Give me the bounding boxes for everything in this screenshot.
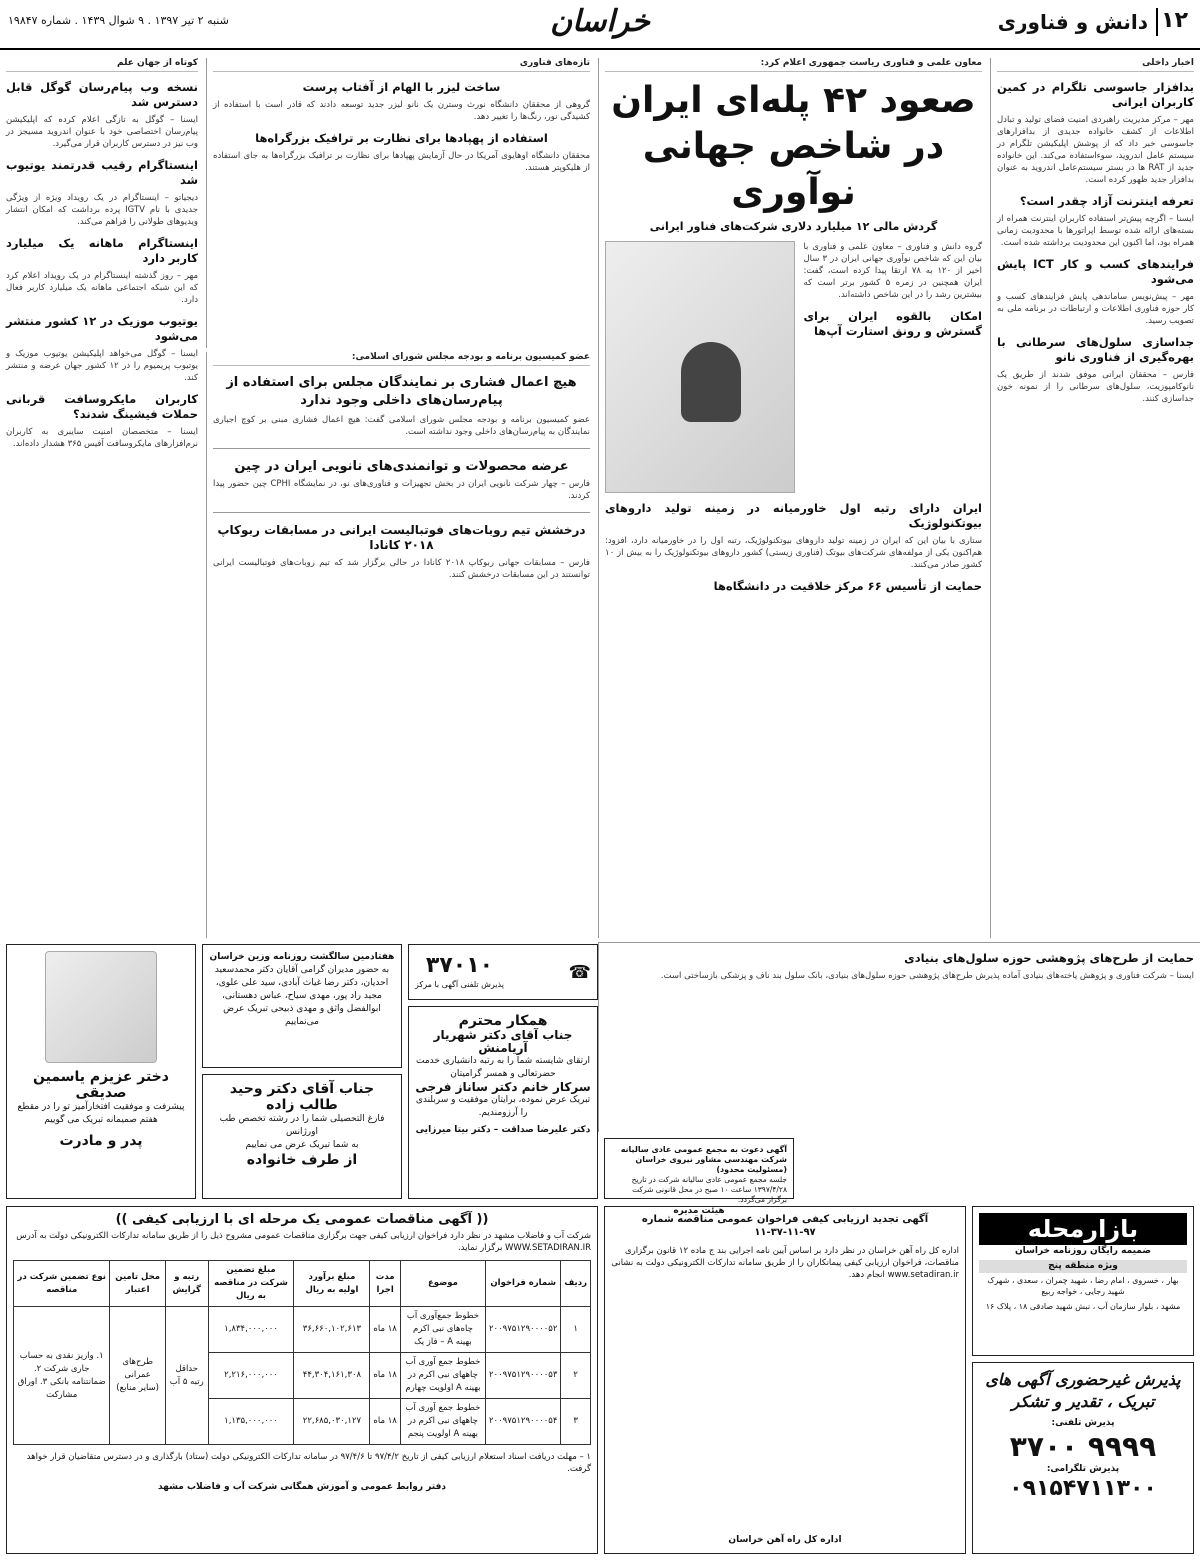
- ad-congrats-doctor: [202, 1074, 402, 1199]
- ad-body: سرکار خانم دکتر ساناز فرجی: [415, 1080, 591, 1094]
- article-headline: عرضه محصولات و توانمندی‌های نانویی ایران در چین: [234, 459, 569, 474]
- column-world-science: [0, 58, 204, 938]
- column-header: شماره فراخوان: [485, 1261, 560, 1307]
- article-kicker: عضو کمیسیون برنامه و بودجه مجلس شورای اسلامی:: [213, 352, 590, 366]
- table-cell: ۲۲,۶۸۵,۰۳۰,۱۲۷: [294, 1399, 370, 1445]
- telephone-icon: ☎: [568, 961, 591, 983]
- table-cell: ۱۸ ماه: [370, 1399, 401, 1445]
- page-number: ۱۲: [1161, 8, 1188, 33]
- tender-table: [13, 1260, 591, 1445]
- article-headline: هیچ اعمال فشاری بر نمایندگان مجلس برای استفاده از پیام‌رسان‌های داخلی وجود ندارد: [226, 375, 577, 408]
- ad-signature: پدر و مادرت: [59, 1133, 143, 1149]
- tender-railway: [604, 1206, 966, 1554]
- news-title: کاربران مایکروسافت قربانی حملات فیشینگ شدند؟: [6, 392, 198, 421]
- article-body: عضو کمیسیون برنامه و بودجه مجلس شورای اسلامی گفت: هیچ اعمال فشاری مبنی بر کوچ اجباری نمایندگان به پیام‌رسان‌های داخلی وجود نداشته است.: [213, 415, 590, 437]
- table-cell: ۱. واریز نقدی به حساب جاری شرکت ۲. ضمانتنامه بانکی ۳. اوراق مشارکت: [14, 1307, 110, 1445]
- news-body: ایسنا – گوگل به تازگی اعلام کرده که اپلیکیشن پیام‌رسان اختصاصی خود با عنوان اندروید مسیجز در وب نیز در دسترس کاربران قرار می‌گیرد.: [6, 115, 198, 149]
- column-header: مدت اجرا: [370, 1261, 401, 1307]
- ad-signature: از طرف خانواده: [246, 1152, 358, 1168]
- news-title: حمایت از طرح‌های پژوهشی حوزه سلول‌های بنیادی: [904, 951, 1194, 965]
- news-title: اینستاگرام ماهانه یک میلیارد کاربر دارد: [6, 236, 198, 265]
- column-kicker: اخبار داخلی: [997, 58, 1194, 72]
- article-kicker: معاون علمی و فناوری ریاست جمهوری اعلام کرد:: [605, 58, 982, 72]
- article-subhead: امکان بالقوه ایران برای گسترش و رونق استارت آپ‌ها: [803, 309, 982, 338]
- tender-title: آگهی تجدید ارزیابی کیفی فراخوان عمومی مناقصه شماره ۹۷-۱۱-۳۷-۱۱: [641, 1214, 929, 1238]
- table-cell: حداقل رتبه ۵ آب: [165, 1307, 208, 1445]
- ad-title: هفتادمین سالگشت روزنامه وزین خراسان: [209, 952, 395, 962]
- ad-caption: پذیرش تلفنی آگهی با مرکز: [415, 980, 504, 989]
- middle-articles: [206, 352, 596, 938]
- ad-body: جلسه مجمع عمومی عادی سالیانه شرکت در تاریخ ۱۳۹۷/۴/۲۸ ساعت ۱۰ صبح در محل قانونی شرکت برگزار می‌گردد.: [631, 1175, 787, 1204]
- news-title: ساخت لیزر با الهام از آفتاب پرست: [302, 80, 501, 94]
- news-title: استفاده از پهپادها برای نظارت بر ترافیک بزرگراه‌ها: [255, 131, 548, 145]
- table-cell: ۳۶,۶۶۰,۱۰۲,۶۱۳: [294, 1307, 370, 1353]
- article-headline: درخشش تیم روبات‌های فوتبالیست ایرانی در مسابقات ربوکاپ ۲۰۱۸ کانادا: [217, 523, 586, 552]
- news-body: ایسنا – اگرچه پیش‌تر استفاده کاربران اینترنت همراه از بسته‌های ارائه شده توسط اپراتورها با محدودیت زمانی همراه بود، اما اکنون این محدودیت برداشته شده است.: [997, 214, 1194, 248]
- ad-body: فارغ التحصیلی شما را در رشته تخصص طب اورژانس: [219, 1114, 385, 1137]
- issue-date: شنبه ۲ تیر ۱۳۹۷ . ۹ شوال ۱۴۳۹ . شماره ۱۹۸۴۷: [8, 14, 229, 27]
- article-body: گروه دانش و فناوری – معاون علمی و فناوری با بیان این که شاخص نوآوری جهانی ایران در ۳ سال اخیر از ۱۲۰ به ۷۸ ارتقا پیدا کرده است، گفت: ایران همچنین در زمره ۵ کشور برتر است که بیشترین رشد را در این شاخص داشته‌اند.: [803, 242, 983, 300]
- article-body-2: ستاری با بیان این که ایران در زمینه تولید داروهای بیوتکنولوژیک، رتبه اول را در خاورمیانه دارد، افزود: هم‌اکنون یکی از مولفه‌های شرکت‌های بیوتک (فناوری زیستی) کشور داروهای بیوتکنولوژیک را به بیش از ۱۰ کشور صادر می‌کنند.: [605, 536, 982, 570]
- news-body: ایسنا – متخصصان امنیت سایبری به کاربران نرم‌افزارهای مایکروسافت آفیس ۳۶۵ هشدار داده‌اند.: [6, 427, 198, 449]
- news-body: مهر – پیش‌نویس ساماندهی پایش فرایندهای کسب و کار حوزه فناوری اطلاعات و ارتباطات در برنامه ملی به تصویب رسید.: [997, 292, 1194, 326]
- column-header: مبلغ تضمین شرکت در مناقصه به ریال: [208, 1261, 294, 1307]
- head-silhouette-icon: [681, 342, 741, 422]
- ad-title: جناب آقای دکتر وحید طالب زاده: [229, 1081, 375, 1113]
- reception-sms-caption: پذیرش تلگرامی:: [1046, 1464, 1120, 1474]
- news-body: فارس – محققان ایرانی موفق شدند از طریق یک نانوکامپوزیت، سلول‌های سرطانی را از نمونه خون جداسازی کنند.: [997, 370, 1194, 404]
- tender-body: اداره کل راه آهن خراسان در نظر دارد بر اساس آیین نامه اجرایی بند ج ماده ۱۲ قانون برگزاری مناقصات، فراخوان ارزیابی کیفی پیمانکاران را از طریق سامانه تدارکات الکترونیکی دولت به نشانی www.setadiran.ir انجام دهد.: [611, 1246, 959, 1280]
- table-cell: ۲۰۰۹۷۵۱۲۹۰۰۰۰۵۲: [485, 1307, 560, 1353]
- tender-title: (( آگهی مناقصات عمومی یک مرحله ای با ارزیابی کیفی )): [115, 1212, 489, 1227]
- column-kicker: کوتاه از جهان علم: [6, 58, 198, 72]
- ad-phone-banner: [408, 944, 598, 1000]
- ad-body: پیشرفت و موفقیت افتخارآمیز تو را در مقطع هفتم صمیمانه تبریک می گوییم: [17, 1102, 185, 1125]
- column-header: نوع تضمین شرکت در مناقصه: [14, 1261, 110, 1307]
- column-kicker: تازه‌های فناوری: [213, 58, 590, 72]
- table-cell: ۴۴,۳۰۴,۱۶۱,۳۰۸: [294, 1353, 370, 1399]
- page-header: [0, 0, 1200, 50]
- ad-body: تبریک عرض نموده، برایتان موفقیت و سربلندی را آرزومندیم.: [415, 1095, 591, 1118]
- news-body: دیجیاتو – اینستاگرام در یک رویداد ویژه از ویژگی جدیدی با نام IGTV پرده برداشت که امکان انتشار ویدیوهای طولانی را فراهم می‌کند.: [6, 193, 199, 227]
- ad-signature: هیئت مدیره: [673, 1206, 725, 1216]
- bazar-address: مشهد ، بلوار سازمان آب ، نبش شهید صادقی ۱۸ ، پلاک ۱۶: [985, 1302, 1181, 1311]
- bazar-caption: ضمیمه رایگان روزنامه خراسان: [1014, 1246, 1152, 1256]
- news-title: نسخه وب پیام‌رسان گوگل قابل دسترس شد: [6, 80, 198, 109]
- bazar-body: بهار ، خسروی ، امام رضا ، شهید چمران ، سعدی ، شهرک شهید رجایی ، خواجه ربیع: [987, 1276, 1179, 1296]
- table-row: [14, 1307, 591, 1353]
- article-headline: صعود ۴۲ پله‌ای ایران در شاخص جهانی نوآوری: [611, 80, 976, 213]
- ad-signature: دکتر علیرضا صداقت – دکتر بیتا میرزایی: [415, 1125, 591, 1135]
- news-title: تعرفه اینترنت آزاد چقدر است؟: [1019, 194, 1194, 208]
- divider: [213, 512, 590, 513]
- tender-signature: اداره کل راه آهن خراسان: [728, 1535, 842, 1545]
- reception-ad: [972, 1362, 1194, 1554]
- ad-title: دختر عزیزم یاسمین صدیقی: [33, 1069, 169, 1101]
- article-subhead: ایران دارای رتبه اول خاورمیانه در زمینه تولید داروهای بیوتکنولوژیک: [605, 501, 982, 530]
- news-body: مهر – مرکز مدیریت راهبردی امنیت فضای تولید و تبادل اطلاعات از کشف خانواده جدیدی از بدافزارهای جاسوسی خبر داد که از پوشش اپلیکیشن تلگرام در سیستم عامل اندروید، سوءاستفاده می‌کند. این خانواده جدید از RAT ها در بستر سیستم‌عامل اندروید به عنوان بدافزار جدید ظهور کرده است.: [997, 115, 1194, 185]
- newspaper-logo: خراسان: [550, 4, 650, 39]
- table-cell: ۱۸ ماه: [370, 1353, 401, 1399]
- table-cell: ۲: [561, 1353, 591, 1399]
- news-body: ایسنا – گوگل می‌خواهد اپلیکیشن یوتیوب موزیک و یوتیوب پریمیوم را در ۱۲ کشور جهان عرضه و منتشر کند.: [6, 349, 198, 383]
- bazar-logo: بازارمحله: [979, 1213, 1187, 1245]
- stem-cells-article: [598, 942, 1200, 1132]
- table-cell: ۱: [561, 1307, 591, 1353]
- ad-congrats-colleague: [408, 1006, 598, 1199]
- tender-water-company: [6, 1206, 598, 1554]
- column-header: رتبه و گرایش: [165, 1261, 208, 1307]
- news-title: جداسازی سلول‌های سرطانی با بهره‌گیری از فناوری نانو: [997, 335, 1194, 364]
- column-header: ردیف: [561, 1261, 591, 1307]
- ad-khorasan-anniversary: [202, 944, 402, 1068]
- table-cell: ۲۰۰۹۷۵۱۲۹۰۰۰۰۵۴: [485, 1399, 560, 1445]
- ad-title: آگهی دعوت به مجمع عمومی عادی سالیانه شرکت مهندسی مشاور نیروی خراسان (مسئولیت محدود): [620, 1145, 787, 1174]
- news-body: محققان دانشگاه اوهایوی آمریکا در حال آزمایش پهپادها برای نظارت بر ترافیک بزرگراه‌ها به جای استفاده از هلیکوپتر هستند.: [213, 151, 590, 173]
- table-cell: ۱,۱۳۵,۰۰۰,۰۰۰: [208, 1399, 294, 1445]
- ad-congrats-yasmin: [6, 944, 196, 1199]
- table-cell: طرح‌های عمرانی (سایر منابع): [110, 1307, 165, 1445]
- header-separator: [1156, 8, 1158, 36]
- news-body: گروهی از محققان دانشگاه نورث وسترن یک نانو لیزر جدید توسعه دادند که قادر است با استفاده از کشیدگی نور، رنگ‌ها را تغییر دهد.: [213, 100, 590, 122]
- news-title: فرایندهای کسب و کار ICT پایش می‌شود: [997, 257, 1195, 286]
- reception-title: پذیرش غیرحضوری آگهی های تبریک ، تقدیر و تشکر: [985, 1370, 1181, 1411]
- table-header-row: [14, 1261, 591, 1307]
- bazar-zone: ویژه منطقه پنج: [979, 1260, 1187, 1273]
- news-body: مهر – روز گذشته اینستاگرام در یک رویداد اعلام کرد که این شبکه اجتماعی ماهانه یک میلیارد کاربر فعال دارد.: [6, 271, 198, 305]
- table-cell: خطوط جمع آوری آب چاههای نبی اکرم در بهینه A اولویت چهارم: [400, 1353, 485, 1399]
- article-subhead: حمایت از تأسیس ۶۶ مرکز خلاقیت در دانشگاه‌ها: [713, 579, 982, 593]
- table-cell: خطوط جمع آوری آب چاههای نبی اکرم در بهینه A اولویت پنجم: [400, 1399, 485, 1445]
- news-title: یوتیوب موزیک در ۱۲ کشور منتشر می‌شود: [6, 314, 198, 343]
- table-cell: ۲,۲۱۶,۰۰۰,۰۰۰: [208, 1353, 294, 1399]
- news-body: ایسنا – شرکت فناوری و پژوهش یاخته‌های بنیادی آماده پذیرش طرح‌های پژوهشی حوزه سلول‌های بنیادی، بانک سلول بند ناف و پزشکی بازساختی است.: [660, 971, 1194, 981]
- brain-gears-illustration: [605, 241, 795, 493]
- column-header: محل تامین اعتبار: [110, 1261, 165, 1307]
- ad-phone-number: ۳۷۰۱۰: [425, 953, 494, 978]
- section-title: دانش و فناوری: [997, 10, 1148, 34]
- column-header: موضوع: [400, 1261, 485, 1307]
- divider: [213, 448, 590, 449]
- reception-sms: ۰۹۱۵۴۷۱۱۳۰۰: [1009, 1476, 1157, 1501]
- article-body: فارس – چهار شرکت نانویی ایران در بخش تجهیزات و فناوری‌های نو، در نمایشگاه CPHI چین حضور پیدا کردند.: [213, 479, 590, 501]
- ad-body: جناب آقای دکتر شهریار آریامنش: [433, 1028, 573, 1055]
- column-domestic-news: [990, 58, 1200, 938]
- article-subtitle: گردش مالی ۱۲ میلیارد دلاری شرکت‌های فناور ایرانی: [649, 220, 938, 233]
- table-cell: ۳: [561, 1399, 591, 1445]
- table-cell: ۱۸ ماه: [370, 1307, 401, 1353]
- reception-phone-caption: پذیرش تلفنی:: [1051, 1418, 1115, 1428]
- news-title: بدافزار جاسوسی تلگرام در کمین کاربران ایرانی: [997, 80, 1194, 109]
- column-tech-news: [206, 58, 596, 348]
- tender-footer: ۱ – مهلت دریافت اسناد استعلام ارزیابی کیفی از تاریخ ۹۷/۴/۲ تا ۹۷/۴/۶ در سامانه تدارکات الکترونیکی دولت (ستاد) بارگذاری و در دسترس متقاضیان قرار خواهد گرفت.: [26, 1452, 591, 1474]
- table-cell: ۱,۸۳۴,۰۰۰,۰۰۰: [208, 1307, 294, 1353]
- table-cell: ۲۰۰۹۷۵۱۲۹۰۰۰۰۵۳: [485, 1353, 560, 1399]
- bazar-mahalle-ad: [972, 1206, 1194, 1356]
- news-title: اینستاگرام رقیب قدرتمند یوتیوب شد: [6, 158, 198, 187]
- ad-body: به حضور مدیران گرامی آقایان دکتر محمدسعید احدیان، دکتر رضا غیاث آبادی، سید علی علوی، مجید راد پور، مهدی سیاح، عباس دهستانی، ابوالفضل واثق و مهدی ذبیحی تبریک عرض می‌نماییم: [214, 965, 390, 1027]
- ad-title: همکار محترم: [458, 1013, 548, 1029]
- ad-body: ارتقای شایسته شما را به رتبه دانشیاری خدمت حضرتعالی و همسر گرامیتان: [416, 1056, 590, 1079]
- table-cell: خطوط جمع‌آوری آب چاه‌های نبی اکرم بهینه A – فاز یک: [400, 1307, 485, 1353]
- ad-body: به شما تبریک عرض می نماییم: [245, 1140, 359, 1150]
- ad-general-assembly: [604, 1138, 794, 1216]
- tender-intro: شرکت آب و فاضلاب مشهد در نظر دارد فراخوان ارزیابی کیفی جهت برگزاری مناقصات عمومی مشروح ذیل را از طریق سامانه تدارکات الکترونیکی دولت به آدرس WWW.SETADIRAN.IR برگزار نماید.: [16, 1231, 591, 1253]
- reception-phone: ۳۷۰۰ ۹۹۹۹: [1009, 1430, 1157, 1463]
- main-article: [598, 58, 988, 938]
- column-header: مبلغ برآورد اولیه به ریال: [294, 1261, 370, 1307]
- girl-portrait-image: [45, 951, 157, 1063]
- tender-signature: دفتر روابط عمومی و آموزش همگانی شرکت آب و فاضلاب مشهد: [157, 1482, 446, 1492]
- article-body: فارس – مسابقات جهانی ربوکاپ ۲۰۱۸ کانادا در حالی برگزار شد که تیم روبات‌های فوتبالیست ایرانی توانستند در این مسابقات درخشش کنند.: [213, 558, 590, 580]
